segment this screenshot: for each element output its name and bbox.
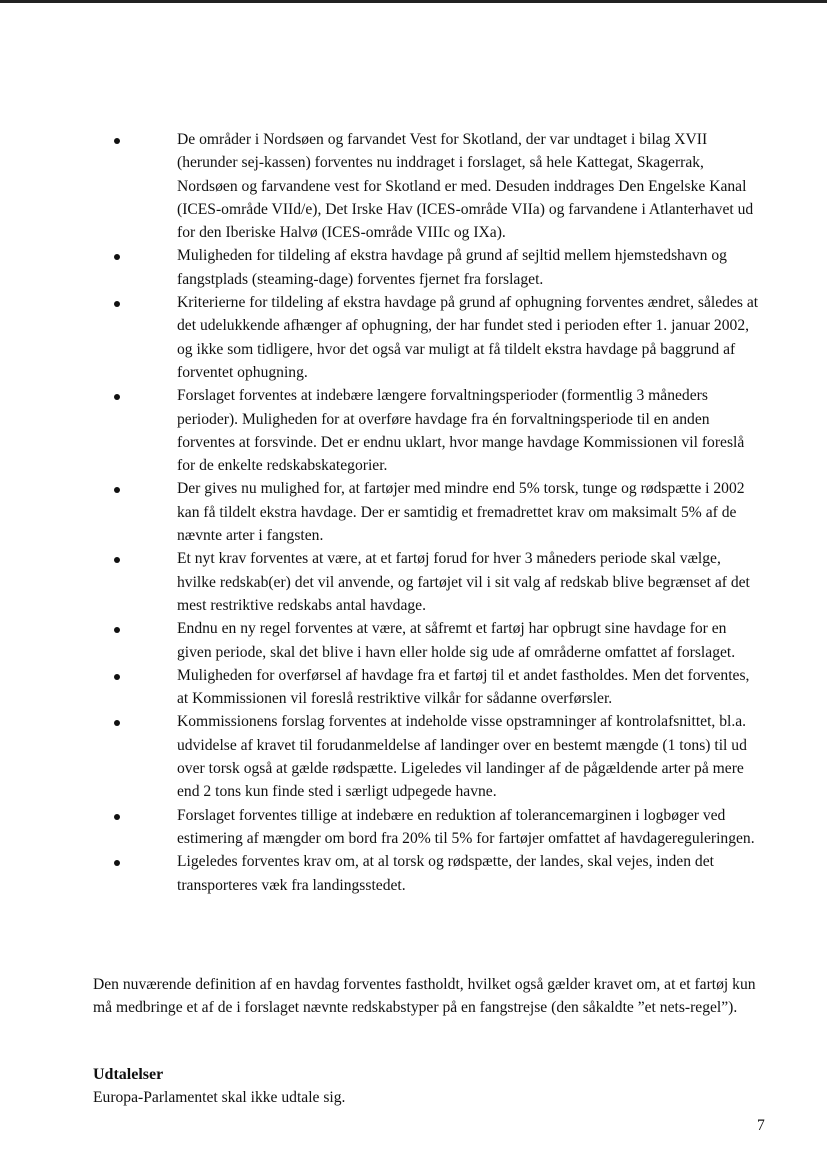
bullet-text: Kommissionens forslag forventes at indeholde visse opstramninger af kontrolafsnittet, bl.a. udvidelse af kravet til forudanmeldelse af landinger over en bestemt mængde (1 tons) til ud over torsk også at gælde rødspætte. Ligeledes vil landinger af de pågældende arter på mere end 2 tons kun finde sted i særligt udpegede havne. [177,713,747,801]
bullet-text: Forslaget forventes tillige at indebære en reduktion af tolerancemarginen i logbøger ved estimering af mængder om bord fra 20% til 5% for fartøjer omfattet af havdagereguleringen. [177,806,755,847]
list-item [0,804,827,851]
list-item [0,477,827,547]
bullet-icon [114,487,120,493]
bullet-icon [114,138,120,144]
list-item [0,617,827,664]
list-item [0,547,827,617]
list-item [0,664,827,711]
bullet-text: Der gives nu mulighed for, at fartøjer med mindre end 5% torsk, tunge og rødspætte i 2002 kan få tildelt ekstra havdage. Der er samtidig et fremadrettet krav om maksimalt 5% af de nævnte arter i fangsten. [177,480,745,545]
bullet-text: Kriterierne for tildeling af ekstra havdage på grund af ophugning forventes ændret, således at det udelukkende afhænger af ophugning, der har fundet sted i perioden efter 1. januar 2002, og ikke som tidligere, hvor det også var muligt at få tildelt ekstra havdage på baggrund af forventet ophugning. [177,294,759,381]
section-heading: Udtalelser [93,1066,164,1083]
bullet-icon [114,557,120,563]
bullet-text: Muligheden for tildeling af ekstra havdage på grund af sejltid mellem hjemstedshavn og fangstplads (steaming-dage) forventes fjernet fra forslaget. [177,247,727,288]
bullet-text: De områder i Nordsøen og farvandet Vest for Skotland, der var undtaget i bilag XVII (herunder sej-kassen) forventes nu inddraget i forslaget, så hele Kattegat, Skagerrak, Nordsøen og farvandene vest for Skotland er med. Desuden inddrages Den Engelske Kanal (ICES-område VIId/e), Det Irske Hav (ICES-område VIIa) og farvandene i Atlanterhavet ud for den Iberiske Halvø (ICES-område VIIIc og IXa). [177,131,754,242]
bullet-text: Ligeledes forventes krav om, at al torsk og rødspætte, der landes, skal vejes, inden det transporteres væk fra landingsstedet. [177,853,714,894]
bullet-icon [114,674,120,680]
list-item [0,244,827,291]
section-text: Europa-Parlamentet skal ikke udtale sig. [93,1089,346,1106]
bullet-icon [114,254,120,260]
definition-paragraph: Den nuværende definition af en havdag forventes fastholdt, hvilket også gælder kravet om, at et fartøj kun må medbringe et af de i forslaget nævnte redskabstyper på en fangstrejse (den såkaldte ”et nets-regel”). [93,976,756,1017]
bullet-text: Et nyt krav forventes at være, at et fartøj forud for hver 3 måneders periode skal vælge, hvilke redskab(er) det vil anvende, og fartøjet vil i sit valg af redskab blive begrænset af det mest restriktive redskabs antal havdage. [177,550,750,614]
bullet-icon [114,860,120,866]
list-item [0,384,827,477]
bullet-icon [114,720,120,726]
bullet-icon [114,394,120,400]
page-number: 7 [757,1117,765,1134]
bullet-text: Muligheden for overførsel af havdage fra et fartøj til et andet fastholdes. Men det forventes, at Kommissionen vil foreslå restriktive vilkår for sådanne overførsler. [177,666,750,708]
bullet-text: Forslaget forventes at indebære længere forvaltningsperioder (formentlig 3 måneders perioder). Muligheden for at overføre havdage fra én forvaltningsperiode til en anden forventes at forsvinde. Det er endnu uklart, hvor mange havdage Kommissionen vil foreslå for de enkelte redskabskategorier. [177,387,745,475]
bullet-text: Endnu en ny regel forventes at være, at såfremt et fartøj har opbrugt sine havdage for en given periode, skal det blive i havn eller holde sig ude af områderne omfattet af forslaget. [177,620,736,661]
list-item [0,291,827,384]
list-item [0,850,827,897]
list-item [0,128,827,244]
bullet-list [0,128,827,897]
bullet-icon [114,814,120,820]
list-item [0,710,827,803]
bullet-icon [114,301,120,307]
bullet-icon [114,627,120,633]
page-top-border [0,0,827,3]
